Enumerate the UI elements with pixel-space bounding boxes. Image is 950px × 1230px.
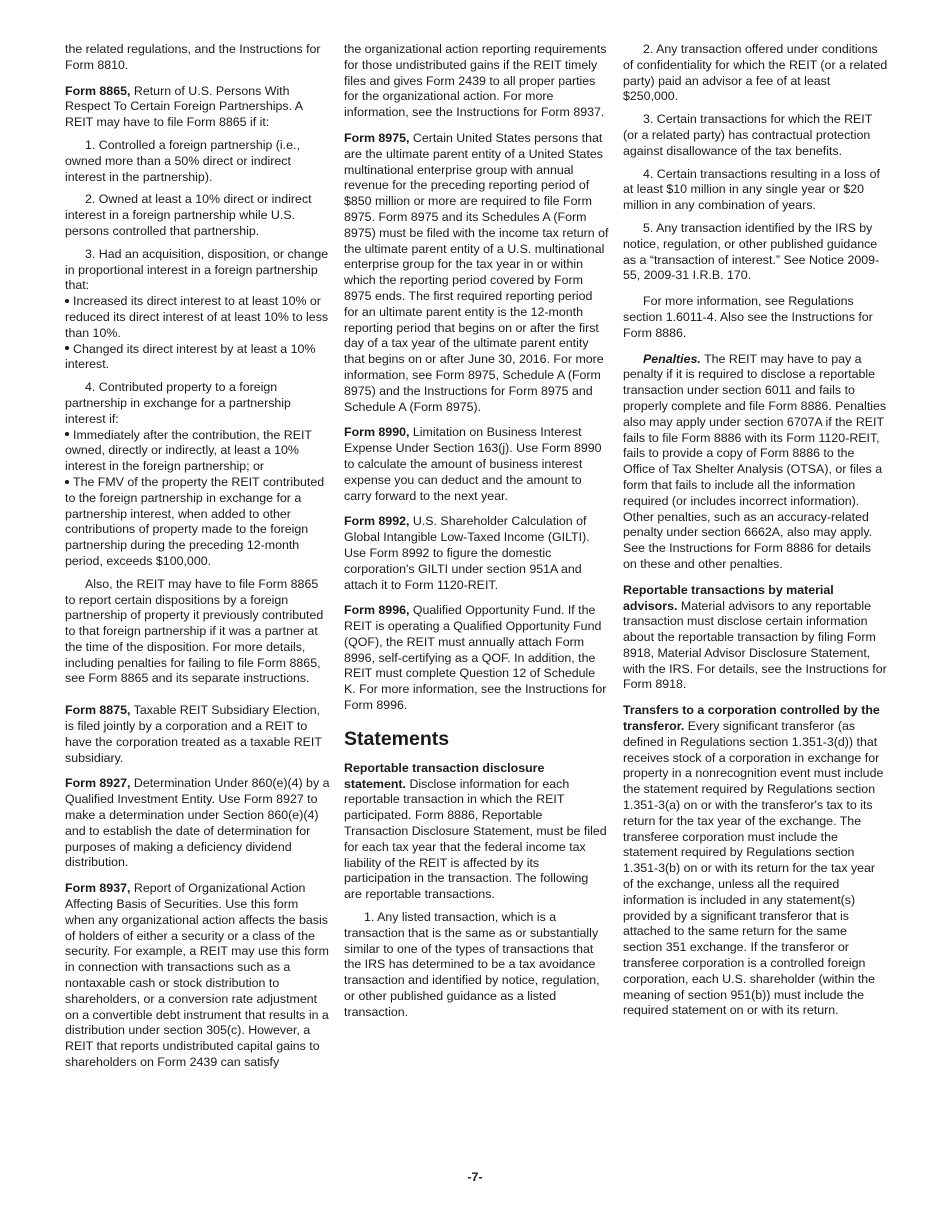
form-8975-heading: Form 8975, [344, 130, 410, 145]
section-heading-statements: Statements [344, 727, 450, 750]
bullet-icon [65, 432, 69, 436]
paragraph: the organizational action reporting requirements for those undistributed gains if the REIT timely files and gives Form 2439 to all proper parties for the organizational action. For more information, see the Instructions for Form 8937. [344, 42, 607, 120]
bullet-icon [65, 299, 69, 303]
bullet-text: Changed its direct interest by at least a 10% interest. [65, 341, 316, 372]
bullet-item [65, 294, 330, 341]
list-item: 1. Any listed transaction, which is a transaction that is the same as or substantially similar to one of the types of transactions that the IRS has determined to be a tax avoidance transaction and identified by notice, regulation, or other published guidance as a listed transaction. [344, 910, 600, 1019]
material-advisors-text: Material advisors to any reportable transaction must disclose certain information about the reportable transaction by filing Form 8918, Material Advisor Disclosure Statement, with the IRS. For details, see the Instructions for Form 8918. [623, 598, 887, 692]
form-8937-text: Report of Organizational Action Affecting Basis of Securities. Use this form when any organizational action affects the basis of holders of either a security or a class of the security. For example, a REIT may use this form in connection with transactions such as a nontaxable cash or stock distribution to shareholders, or a conversion rate adjustment on a convertible debt instrument that results in a distribution under section 305(c). However, a REIT that reports undistributed capital gains to shareholders on Form 2439 can satisfy [65, 881, 329, 1070]
form-8992-paragraph [344, 514, 609, 593]
bullet-item [65, 342, 330, 374]
paragraph: the related regulations, and the Instructions for Form 8810. [65, 42, 321, 72]
list-item: 4. Certain transactions resulting in a loss of at least $10 million in any single year or $20 million in any combination of years. [623, 166, 880, 213]
form-8996-paragraph [344, 603, 609, 714]
form-8865-paragraph [65, 84, 330, 131]
form-8990-text: Limitation on Business Interest Expense Under Section 163(j). Use Form 8990 to calculate the amount of business interest expense you can deduct and the amount to carry forward to the next year. [344, 425, 602, 503]
column-left [65, 42, 330, 1078]
reportable-transaction-heading: Reportable transaction disclosure statement. [344, 760, 545, 791]
bullet-icon [65, 480, 69, 484]
column-right [623, 42, 888, 1026]
bullet-item [65, 475, 330, 570]
form-8937-heading: Form 8937, [65, 881, 131, 896]
form-8875-heading: Form 8875, [65, 703, 131, 718]
form-8937-paragraph [65, 881, 330, 1071]
transfers-paragraph [623, 703, 888, 1019]
form-8975-paragraph [344, 131, 609, 415]
list-item: 1. Controlled a foreign partnership (i.e., owned more than a 50% direct or indirect interest in the partnership). [65, 137, 300, 184]
list-item: 4. Contributed property to a foreign partnership in exchange for a partnership interest if: [65, 380, 291, 426]
form-8865-text: Return of U.S. Persons With Respect To Certain Foreign Partnerships. A REIT may have to file Form 8865 if it: [65, 83, 303, 130]
form-8990-paragraph [344, 425, 609, 504]
bullet-item [65, 428, 330, 475]
list-item: 2. Any transaction offered under conditions of confidentiality for which the REIT (or a related party) paid an advisor a fee of at least $250,000. [623, 42, 888, 104]
form-8927-heading: Form 8927, [65, 776, 131, 791]
list-item: 5. Any transaction identified by the IRS by notice, regulation, or other published guidance as a “transaction of interest.” See Notice 2009-55, 2009-31 I.R.B. 170. [623, 220, 880, 283]
bullet-icon [65, 346, 69, 350]
form-8992-heading: Form 8992, [344, 514, 410, 529]
bullet-text: The FMV of the property the REIT contributed to the foreign partnership in exchange for a partnership interest, when added to other contributions of property made to the foreign partnership during the preceding 12-month period, exceeds $100,000. [65, 474, 325, 568]
list-item: 3. Certain transactions for which the REIT (or a related party) has contractual protection against disallowance of the tax benefits. [623, 112, 873, 158]
material-advisors-heading: Reportable transactions by material advisors. [623, 582, 834, 613]
bullet-text: Increased its direct interest to at least 10% or reduced its direct interest of at least 10% to less than 10%. [65, 294, 329, 340]
form-8927-text: Determination Under 860(e)(4) by a Qualified Investment Entity. Use Form 8927 to make a determination under Section 860(e)(4) and to establish the date of determination for purposes of making a deficiency dividend distribution. [65, 776, 330, 870]
form-8975-text: Certain United States persons that are the ultimate parent entity of a United States multinational enterprise group with annual revenue for the preceding reporting period of $850 million or more are required to file Form 8975. Form 8975 and its Schedules A (Form 8975) must be filed with the income tax return of the ultimate parent entity of a U.S. multinational enterprise group for the tax year in or within which the reporting period covered by Form 8975 ends. The first required reporting period for an ultimate parent entity is the 12-month reporting period that begins on or after the first day of a tax year of the ultimate parent entity that begins on or after June 30, 2016. For more information, see Form 8975, Schedule A (Form 8975) and the Instructions for Form 8975 and Schedule A (Form 8975). [344, 130, 609, 414]
penalties-paragraph [623, 352, 888, 573]
list-item: 3. Had an acquisition, disposition, or change in proportional interest in a foreign partnership that: [65, 246, 329, 293]
paragraph: Also, the REIT may have to file Form 8865 to report certain dispositions by a foreign partnership of property it previously contributed to that foreign partnership if it was a partner at the time of the disposition. For more details, including penalties for failing to file Form 8865, see Form 8865 and its separate instructions. [65, 576, 324, 686]
page-number: -7- [467, 1170, 483, 1184]
form-8996-heading: Form 8996, [344, 603, 410, 618]
form-8875-paragraph [65, 703, 330, 766]
reportable-transaction-paragraph [344, 761, 609, 903]
penalties-heading: Penalties. [643, 351, 701, 366]
form-8927-paragraph [65, 776, 330, 871]
column-middle [344, 42, 609, 1028]
reportable-transaction-text: Disclose information for each reportable transaction in which the REIT participated. Form 8886, Reportable Transaction Disclosure Statement, must be filed for each tax year that the federal income tax liability of the REIT is affected by its participation in the transaction. The following are reportable transactions. [344, 776, 607, 902]
paragraph: For more information, see Regulations section 1.6011-4. Also see the Instructions for Form 8886. [623, 294, 873, 340]
transfers-text: Every significant transferor (as defined in Regulations section 1.351-3(d)) that receives stock of a corporation in exchange for property in a nonrecognition event must include the statement required by Regulations section 1.351-3(a) on or with the transferor's tax to its return for the tax year of the exchange. The transferee corporation must include the statement required by Regulations section 1.351-3(b) on or with its return for the tax year of the exchange, unless all the required information is included in any statement(s) provided by a significant transferor that is attached to the same return for the same section 351 exchange. If the transferor or transferee corporation is a controlled foreign corporation, each U.S. shareholder (within the meaning of section 951(b)) must include the required statement on or with its return. [623, 719, 884, 1018]
form-8875-text: Taxable REIT Subsidiary Election, is filed jointly by a corporation and a REIT to have the corporation treated as a taxable REIT subsidiary. [65, 703, 322, 765]
bullet-text: Immediately after the contribution, the REIT owned, directly or indirectly, at least a 10% interest in the foreign partnership; or [65, 427, 312, 474]
form-8992-text: U.S. Shareholder Calculation of Global Intangible Low-Taxed Income (GILTI). Use Form 8992 to figure the domestic corporation's GILTI under section 951A and attach it to Form 1120-REIT. [344, 514, 590, 592]
form-8990-heading: Form 8990, [344, 425, 410, 440]
form-8996-text: Qualified Opportunity Fund. If the REIT is operating a Qualified Opportunity Fund (QOF), the REIT must annually attach Form 8996, self-certifying as a QOF. In addition, the REIT must complete Question 12 of Schedule K. For more information, see the Instructions for Form 8996. [344, 603, 607, 713]
material-advisors-paragraph [623, 583, 888, 694]
transfers-heading: Transfers to a corporation controlled by the transferor. [623, 703, 880, 734]
form-8865-heading: Form 8865, [65, 83, 131, 98]
penalties-text: The REIT may have to pay a penalty if it is required to disclose a reportable transaction under section 6011 and fails to properly complete and file Form 8886. Penalties also may apply under section 6707A if the REIT fails to file Form 8886 with its Form 1120-REIT, fails to provide a copy of Form 8886 to the Office of Tax Shelter Analysis (OTSA), or files a form that fails to include all the information required (or includes incorrect information). Other penalties, such as an accuracy-related penalty under section 6662A, also may apply. See the Instructions for Form 8886 for details on these and other penalties. [623, 351, 887, 571]
list-item: 2. Owned at least a 10% direct or indirect interest in a foreign partnership while U.S. persons controlled that partnership. [65, 192, 312, 238]
